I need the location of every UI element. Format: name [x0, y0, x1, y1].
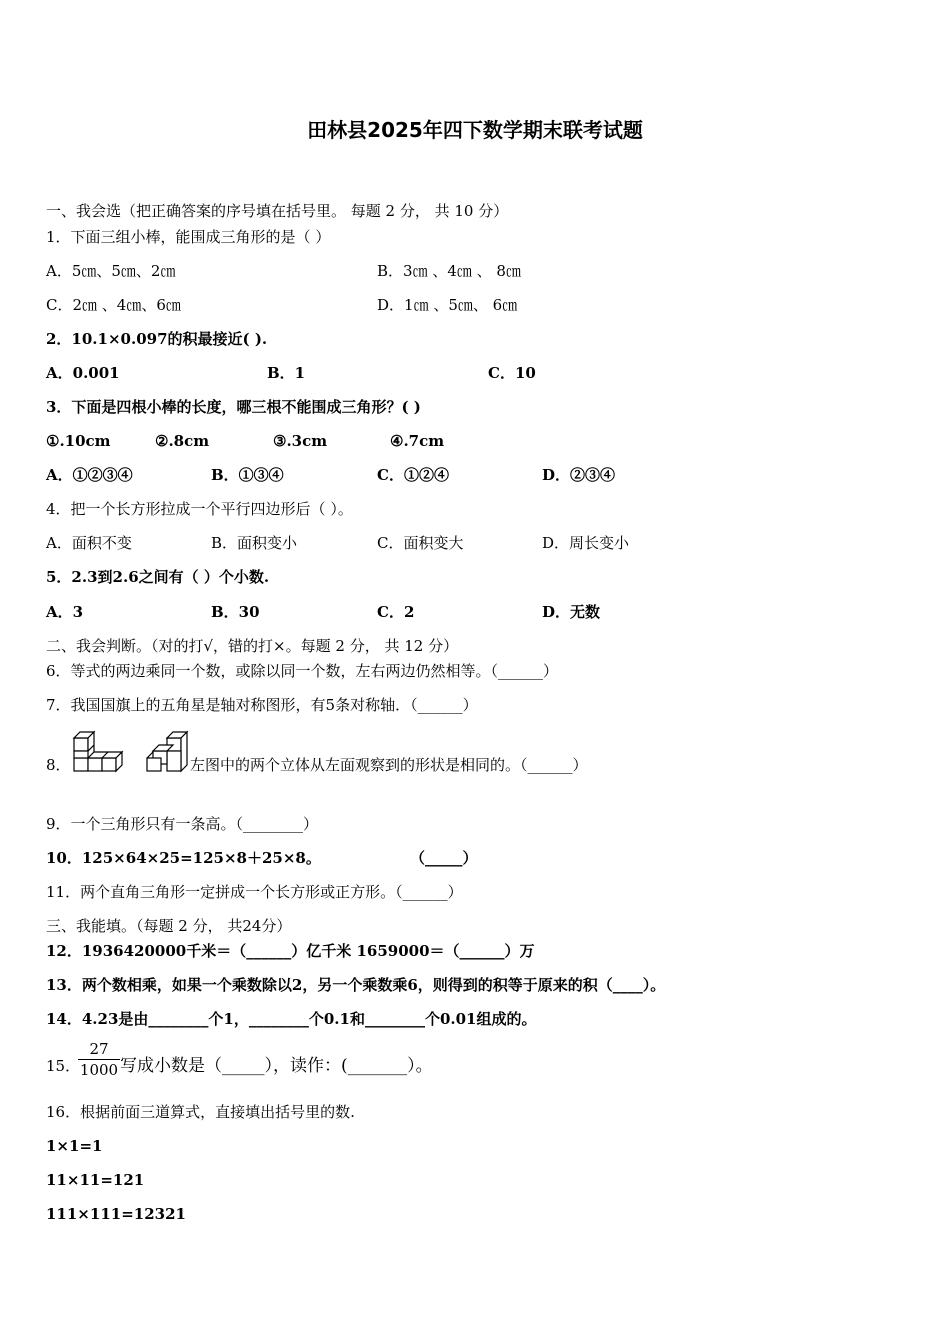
section-3-header: 三、我能填。（每题 2 分， 共24分）	[46, 917, 292, 935]
question-5-text: 5．2.3到2.6之间有（ ）个小数.	[46, 568, 270, 586]
q3-option-b: B．①③④	[211, 466, 284, 484]
q5-option-c: C．2	[377, 603, 415, 621]
q2-option-c: C．10	[488, 364, 536, 382]
q3-length-1: ①.10cm	[46, 432, 111, 450]
q1-option-c: C．2㎝ 、4㎝、6㎝	[46, 296, 181, 314]
fraction-bar	[78, 1059, 120, 1060]
calc-line-3: 111×111=12321	[46, 1205, 186, 1223]
fraction-numerator: 27	[89, 1040, 109, 1058]
fraction	[78, 1040, 120, 1079]
question-9-text: 9．一个三角形只有一条高。（________）	[46, 815, 319, 833]
calc-line-2: 11×11=121	[46, 1171, 145, 1189]
q2-option-a: A．0.001	[46, 364, 120, 382]
question-8-text: 左图中的两个立体从左面观察到的形状是相同的。（______）	[190, 756, 588, 774]
q1-option-a: A．5㎝、5㎝、2㎝	[46, 262, 176, 280]
question-2-text: 2．10.1×0.097的积最接近( ).	[46, 330, 268, 348]
q4-option-d: D．周长变小	[542, 534, 630, 552]
q5-option-b: B．30	[211, 603, 260, 621]
question-7-text: 7．我国国旗上的五角星是轴对称图形，有5条对称轴．（______）	[46, 696, 478, 714]
q3-length-3: ③.3cm	[273, 432, 328, 450]
question-4-text: 4．把一个长方形拉成一个平行四边形后（ ）。	[46, 500, 353, 518]
question-1-text: 1．下面三组小棒，能围成三角形的是（ ）	[46, 228, 331, 246]
q4-option-c: C．面积变大	[377, 534, 464, 552]
q3-option-a: A．①②③④	[46, 466, 133, 484]
question-10-text: 10．125×64×25=125×8＋25×8。	[46, 849, 321, 867]
section-1-header: 一、我会选（把正确答案的序号填在括号里。 每题 2 分， 共 10 分）	[46, 202, 509, 220]
q3-option-c: C．①②④	[377, 466, 449, 484]
question-3-text: 3．下面是四根小棒的长度，哪三根不能围成三角形？( )	[46, 398, 421, 416]
question-6-text: 6．等式的两边乘同一个数，或除以同一个数，左右两边仍然相等。（______）	[46, 662, 559, 680]
q1-option-b: B．3㎝ 、4㎝ 、 8㎝	[377, 262, 521, 280]
q3-length-4: ④.7cm	[390, 432, 445, 450]
q5-option-d: D．无数	[542, 603, 601, 621]
cube-figure-left	[72, 730, 124, 776]
question-14-text: 14．4.23是由________个1，________个0.1和________个0.01组成的。	[46, 1010, 537, 1028]
q3-length-2: ②.8cm	[155, 432, 210, 450]
cube-figure-right	[145, 730, 189, 776]
question-8-number: 8．	[46, 756, 71, 774]
question-12-text: 12．1936420000千米＝（______）亿千米 1659000＝（______）万	[46, 942, 535, 960]
q5-option-a: A．3	[46, 603, 84, 621]
question-13-text: 13．两个数相乘，如果一个乘数除以2，另一个乘数乘6，则得到的积等于原来的积（____）。	[46, 976, 666, 994]
question-15-text: 写成小数是（_____），读作：(_______）。	[120, 1056, 433, 1076]
section-2-header: 二、我会判断。（对的打√，错的打×。每题 2 分， 共 12 分）	[46, 637, 459, 655]
question-10-blank: （_____）	[410, 849, 478, 867]
question-15-number: 15．	[46, 1057, 81, 1075]
question-16-text: 16．根据前面三道算式，直接填出括号里的数.	[46, 1103, 355, 1121]
q1-option-d: D．1㎝ 、5㎝、 6㎝	[377, 296, 518, 314]
q4-option-b: B．面积变小	[211, 534, 298, 552]
fraction-denominator: 1000	[79, 1061, 119, 1079]
q4-option-a: A．面积不变	[46, 534, 132, 552]
page-title: 田林县2025年四下数学期末联考试题	[307, 118, 643, 142]
q3-option-d: D．②③④	[542, 466, 616, 484]
question-11-text: 11．两个直角三角形一定拼成一个长方形或正方形。（______）	[46, 883, 463, 901]
q2-option-b: B．1	[267, 364, 306, 382]
calc-line-1: 1×1=1	[46, 1137, 103, 1155]
